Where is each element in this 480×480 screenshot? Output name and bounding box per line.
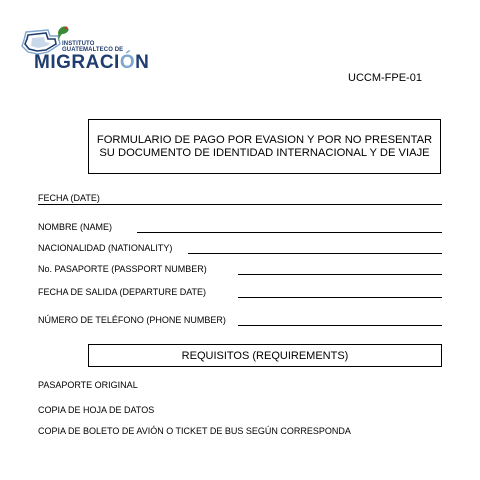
field-label-date: FECHA (DATE) bbox=[38, 193, 100, 203]
field-line-phone[interactable] bbox=[238, 325, 442, 326]
field-line-passport[interactable] bbox=[238, 274, 442, 275]
logo-subtitle: INSTITUTO GUATEMALTECO DE bbox=[62, 41, 124, 53]
requirements-heading-box bbox=[88, 344, 442, 367]
field-label-departure: FECHA DE SALIDA (DEPARTURE DATE) bbox=[38, 287, 207, 297]
form-title-box bbox=[88, 119, 441, 174]
institution-logo bbox=[18, 22, 150, 74]
field-line-nationality[interactable] bbox=[188, 253, 442, 254]
logo-title: MIGRACIÓN bbox=[34, 52, 150, 73]
form-title-line-1: FORMULARIO DE PAGO POR EVASION Y POR NO PRESENTAR bbox=[96, 133, 433, 146]
field-line-departure[interactable] bbox=[238, 297, 442, 298]
requirements-heading: REQUISITOS (REQUIREMENTS) bbox=[181, 349, 349, 362]
field-label-nationality: NACIONALIDAD (NATIONALITY) bbox=[38, 243, 173, 253]
form-code: UCCM-FPE-01 bbox=[348, 72, 422, 84]
field-label-passport: No. PASAPORTE (PASSPORT NUMBER) bbox=[38, 264, 207, 274]
form-title-line-2: SU DOCUMENTO DE IDENTIDAD INTERNACIONAL Y DE VIAJE bbox=[99, 146, 430, 159]
field-label-phone: NÚMERO DE TELÉFONO (PHONE NUMBER) bbox=[38, 315, 226, 325]
field-label-name: NOMBRE (NAME) bbox=[38, 222, 112, 232]
field-line-name[interactable] bbox=[137, 232, 442, 233]
requirement-item: PASAPORTE ORIGINAL bbox=[38, 380, 138, 390]
quetzal-bird-icon bbox=[54, 22, 74, 42]
field-line-date[interactable] bbox=[38, 204, 442, 205]
requirement-item: COPIA DE HOJA DE DATOS bbox=[38, 405, 155, 415]
requirement-item: COPIA DE BOLETO DE AVIÓN O TICKET DE BUS SEGÚN CORRESPONDA bbox=[38, 426, 351, 436]
